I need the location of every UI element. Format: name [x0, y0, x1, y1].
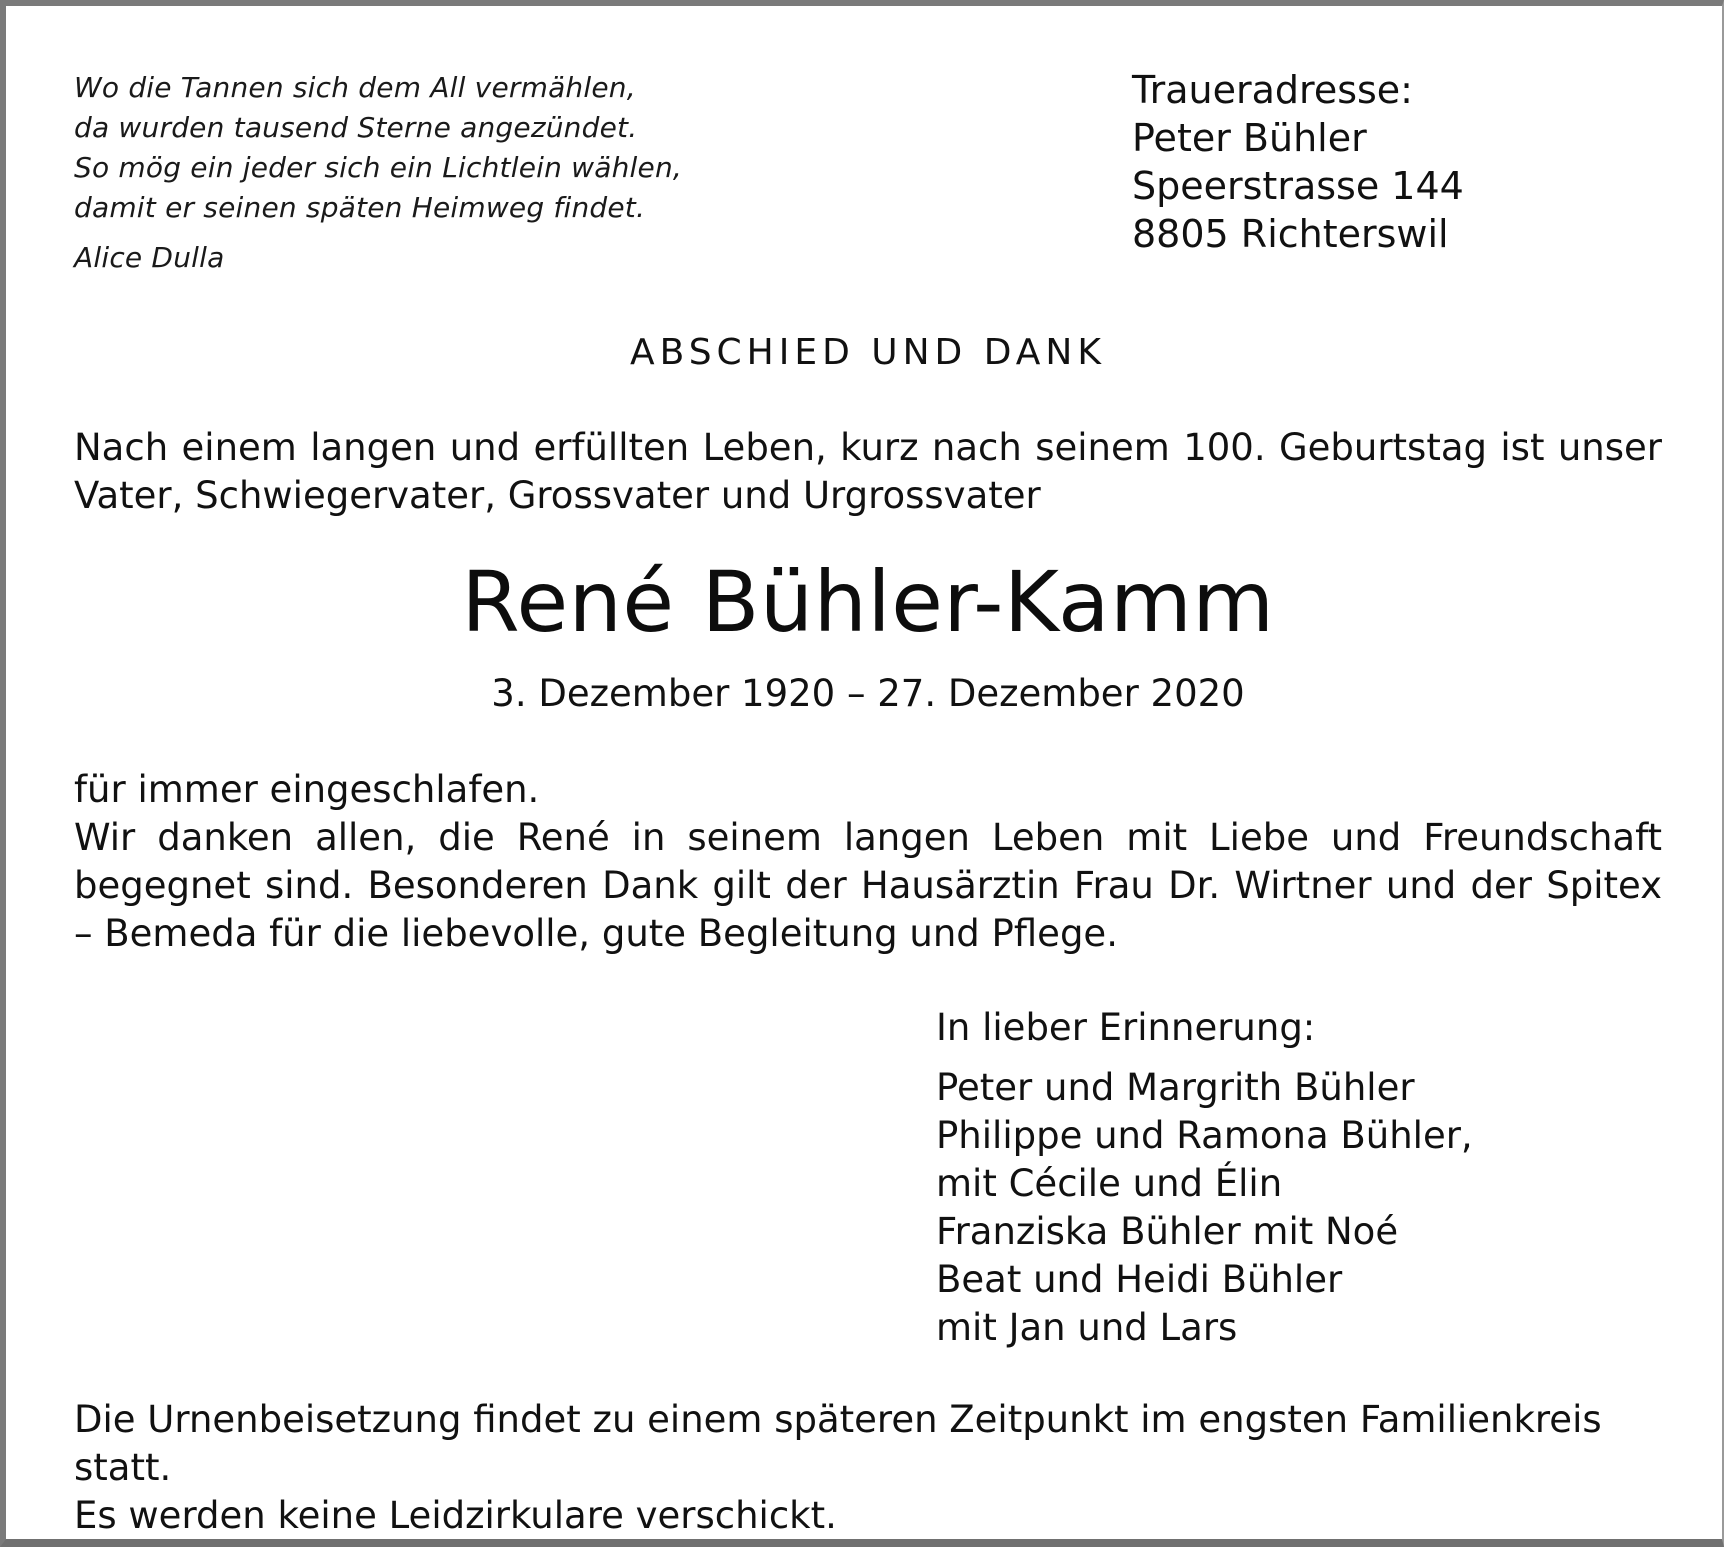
poem-line: Wo die Tannen sich dem All vermählen, [74, 71, 636, 104]
memory-member: Beat und Heidi Bühler [936, 1258, 1343, 1301]
notice-heading: ABSCHIED UND DANK [630, 332, 1106, 373]
in-memory-list [936, 1004, 1656, 1352]
poem [74, 68, 794, 278]
address-city: 8805 Richterswil [1132, 212, 1449, 256]
closing-line: Es werden keine Leidzirkulare verschickt. [74, 1494, 837, 1537]
life-dates: 3. Dezember 1920 – 27. Dezember 2020 [491, 672, 1245, 715]
poem-author: Alice Dulla [74, 241, 225, 274]
memory-title: In lieber Erinnerung: [936, 1006, 1316, 1049]
memory-member: Franziska Bühler mit Noé [936, 1210, 1399, 1253]
address-label: Traueradresse: [1132, 68, 1413, 112]
closing-line: Die Urnenbeisetzung findet zu einem späteren Zeitpunkt im engsten Familienkreis statt. [74, 1398, 1602, 1489]
memory-member: mit Jan und Lars [936, 1306, 1238, 1349]
thanks-text [74, 766, 1662, 958]
memory-member: Philippe und Ramona Bühler, [936, 1114, 1473, 1157]
poem-line: da wurden tausend Sterne angezündet. [74, 111, 638, 144]
memory-member: mit Cécile und Élin [936, 1162, 1283, 1205]
poem-line: So mög ein jeder sich ein Lichtlein wählen, [74, 151, 683, 184]
mourning-address [1132, 66, 1464, 258]
intro-text: Nach einem langen und erfüllten Leben, kurz nach seinem 100. Geburtstag ist unser Vater, Schwiegervater, Grossvater und Urgrossvater [74, 426, 1662, 517]
deceased-name: René Bühler-Kamm [461, 553, 1275, 651]
closing-text [74, 1396, 1662, 1540]
body-first-line: für immer eingeschlafen. [74, 768, 540, 811]
body-paragraph: Wir danken allen, die René in seinem langen Leben mit Liebe und Freundschaft begegnet sind. Besonderen Dank gilt der Hausärztin Frau Dr. Wirtner und der Spitex – Bemeda für die liebevolle, gute Begleitung und Pflege. [74, 816, 1662, 955]
address-street: Speerstrasse 144 [1132, 164, 1464, 208]
address-name: Peter Bühler [1132, 116, 1367, 160]
poem-line: damit er seinen späten Heimweg findet. [74, 191, 646, 224]
memory-member: Peter und Margrith Bühler [936, 1066, 1415, 1109]
